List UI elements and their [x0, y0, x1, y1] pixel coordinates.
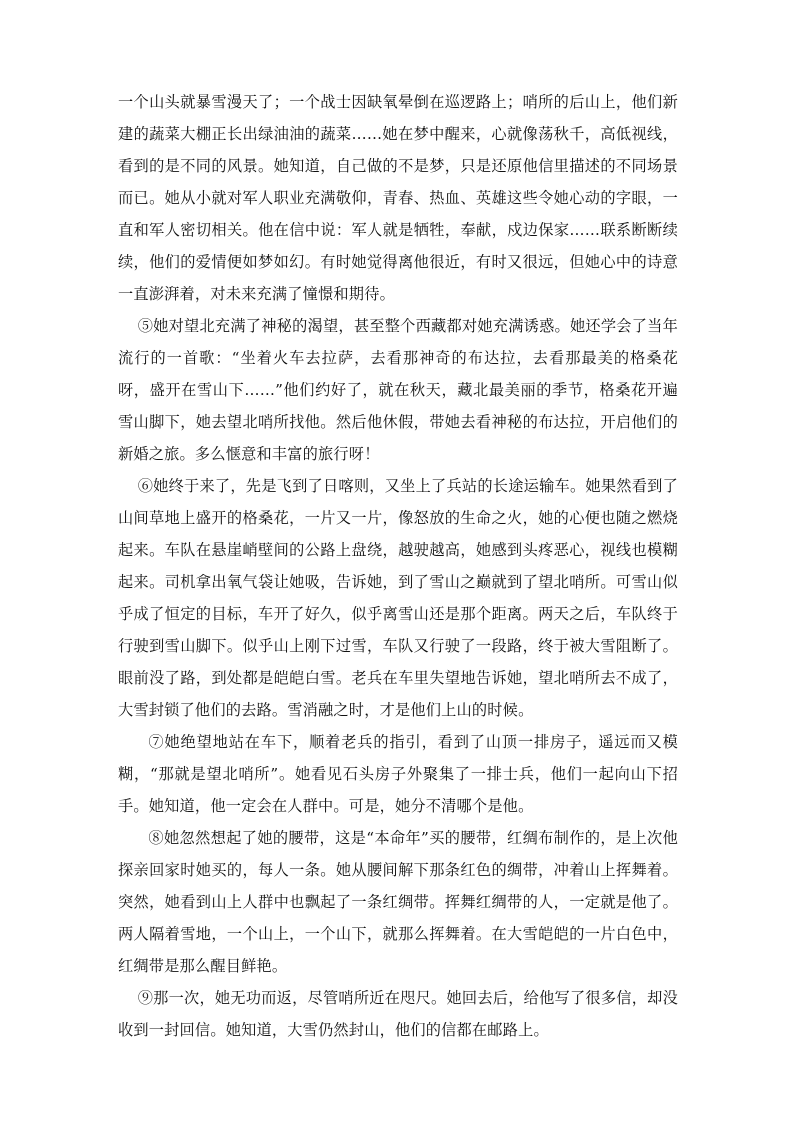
paragraph-8: ⑧她忽然想起了她的腰带，这是“本命年”买的腰带，红绸布制作的，是上次他探亲回家时她买的，每人一条。她从腰间解下那条红色的绸带，冲着山上挥舞着。突然，她看到山上人群中也飘起了一条红绸带。挥舞红绸带的人，一定就是他了。两人隔着雪地，一个山上，一个山下，就那么挥舞着。在大雪皑皑的一片白色中，红绸带是那么醒目鲜艳。 [118, 829, 678, 975]
paragraph-continuation: 一个山头就暴雪漫天了；一个战士因缺氧晕倒在巡逻路上；哨所的后山上，他们新建的蔬菜大棚正长出绿油油的蔬菜……她在梦中醒来，心就像荡秋千，高低视线，看到的是不同的风景。她知道，自己做的不是梦，只是还原他信里描述的不同场景而已。她从小就对军人职业充满敬仰，青春、热血、英雄这些令她心动的字眼，一直和军人密切相关。他在信中说：军人就是牺牲，奉献，戍边保家……联系断断续续，他们的爱情便如梦如幻。有时她觉得离他很近，有时又很远，但她心中的诗意一直澎湃着，对未来充满了憧憬和期待。 [118, 93, 678, 303]
document-body [118, 86, 678, 1046]
paragraph-9: ⑨那一次，她无功而返，尽管哨所近在咫尺。她回去后，给他写了很多信，却没收到一封回信。她知道，大雪仍然封山，他们的信都在邮路上。 [118, 989, 678, 1039]
paragraph-6: ⑥她终于来了，先是飞到了日喀则，又坐上了兵站的长途运输车。她果然看到了山间草地上盛开的格桑花，一片又一片，像怒放的生命之火，她的心便也随之燃烧起来。车队在悬崖峭壁间的公路上盘绕，越驶越高，她感到头疼恶心，视线也模糊起来。司机拿出氧气袋让她吸，告诉她，到了雪山之巅就到了望北哨所。可雪山似乎成了恒定的目标，车开了好久，似乎离雪山还是那个距离。两天之后，车队终于行驶到雪山脚下。似乎山上刚下过雪，车队又行驶了一段路，终于被大雪阻断了。眼前没了路，到处都是皑皑白雪。老兵在车里失望地告诉她，望北哨所去不成了，大雪封锁了他们的去路。雪消融之时，才是他们上山的时候。 [118, 477, 678, 719]
paragraph-5: ⑤她对望北充满了神秘的渴望，甚至整个西藏都对她充满诱惑。她还学会了当年流行的一首歌：“坐着火车去拉萨，去看那神奇的布达拉，去看那最美的格桑花呀，盛开在雪山下……”他们约好了，就在秋天，藏北最美丽的季节，格桑花开遍雪山脚下，她去望北哨所找他。然后他休假，带她去看神秘的布达拉，开启他们的新婚之旅。多么惬意和丰富的旅行呀！ [118, 317, 678, 463]
paragraph-7: ⑦她绝望地站在车下，顺着老兵的指引，看到了山顶一排房子，遥远而又模糊，“那就是望北哨所”。她看见石头房子外聚集了一排士兵，他们一起向山下招手。她知道，他一定会在人群中。可是，她分不清哪个是他。 [118, 733, 678, 815]
